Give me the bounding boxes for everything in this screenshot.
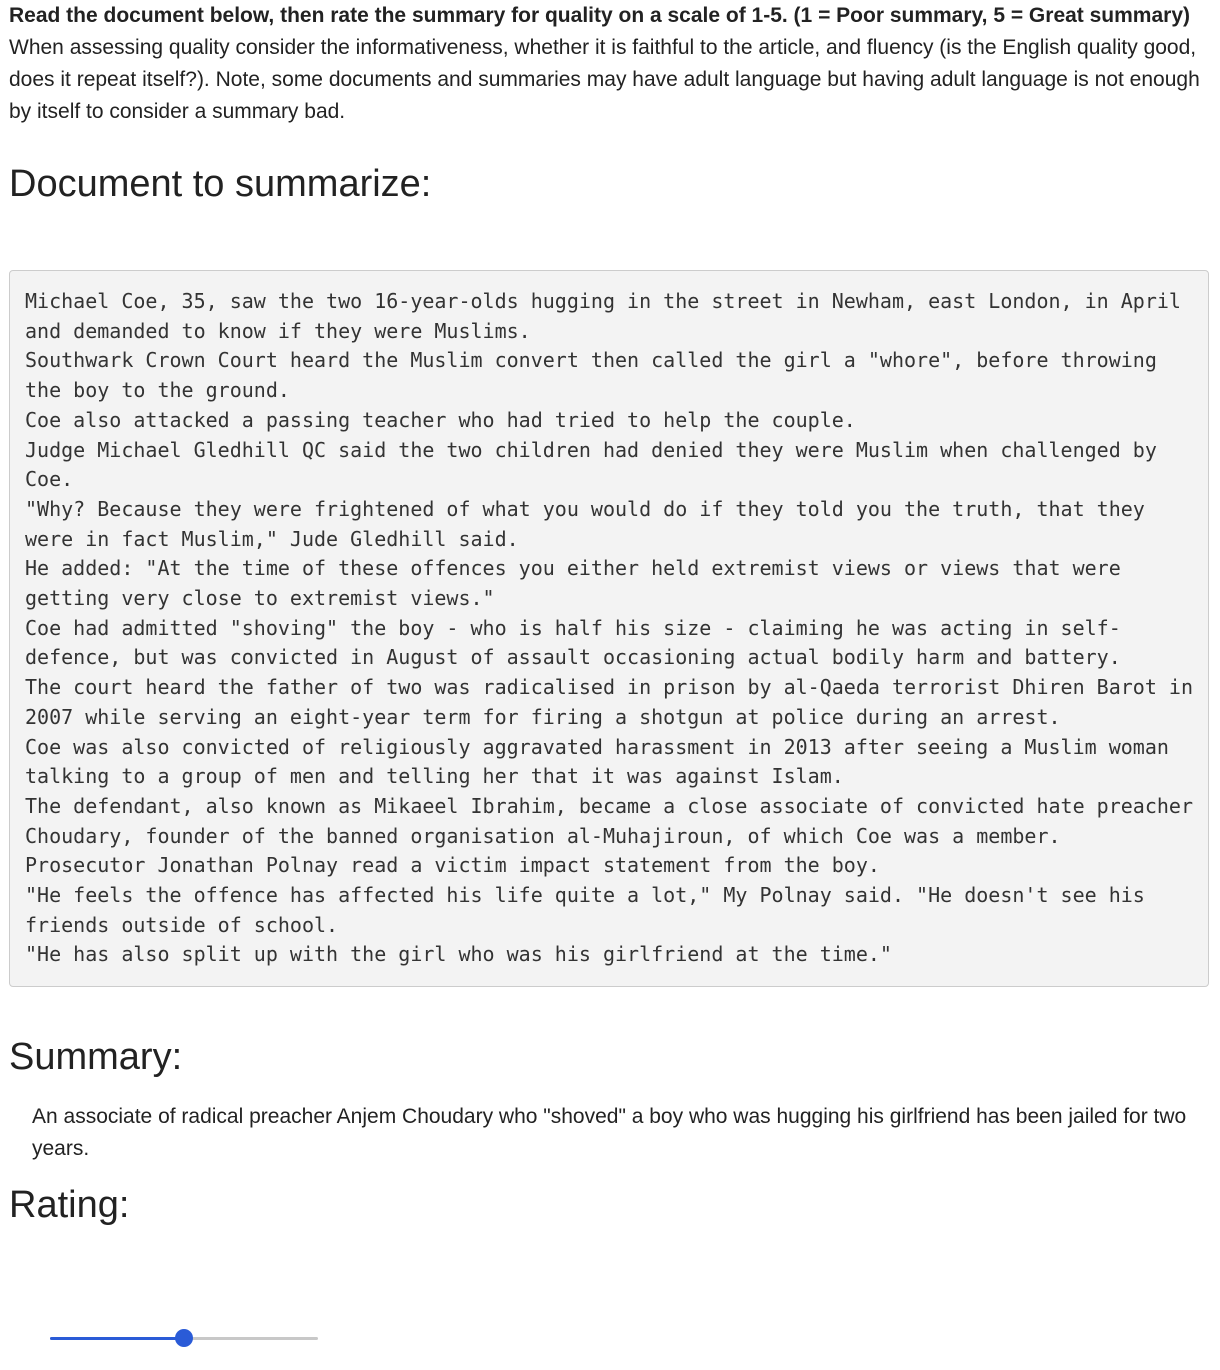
slider-thumb[interactable]	[175, 1329, 193, 1347]
instructions-title: Read the document below, then rate the summary for quality on a scale of 1-5. (1 = Poor summary, 5 = Great summary)	[9, 4, 1191, 27]
instructions	[9, 0, 1209, 128]
summary-text: An associate of radical preacher Anjem Choudary who "shoved" a boy who was hugging his girlfriend has been jailed for two years.	[32, 1105, 1187, 1161]
summary-heading: Summary:	[9, 1036, 183, 1079]
document-text: Michael Coe, 35, saw the two 16-year-olds hugging in the street in Newham, east London, in April and demanded to know if they were Muslims. Southwark Crown Court heard the Muslim convert then called the girl a "whore", before throwing the boy to the ground. Coe also attacked a passing teacher who had tried to help the couple. Judge Michael Gledhill QC said the two children had denied they were Muslim when challenged by Coe. "Why? Because they were frightened of what you would do if they told you the truth, that they were in fact Muslim," Jude Gledhill said. He added: "At the time of these offences you either held extremist views or views that were getting very close to extremist views." Coe had admitted "shoving" the boy - who is half his size - claiming he was acting in self-defence, but was convicted in August of assault occasioning actual bodily harm and battery. The court heard the father of two was radicalised in prison by al-Qaeda terrorist Dhiren Barot in 2007 while serving an eight-year term for firing a shotgun at police during an arrest. Coe was also convicted of religiously aggravated harassment in 2013 after seeing a Muslim woman talking to a group of men and telling her that it was against Islam. The defendant, also known as Mikaeel Ibrahim, became a close associate of convicted hate preacher Choudary, founder of the banned organisation al-Muhajiroun, of which Coe was a member. Prosecutor Jonathan Polnay read a victim impact statement from the boy. "He feels the offence has affected his life quite a lot," My Polnay said. "He doesn't see his friends outside of school. "He has also split up with the girl who was his girlfriend at the time."	[9, 270, 1209, 987]
page-container	[9, 0, 1209, 1227]
rating-slider[interactable]	[50, 1329, 318, 1349]
slider-fill	[50, 1337, 184, 1340]
instructions-body: When assessing quality consider the informativeness, whether it is faithful to the article, and fluency (is the English quality good, does it repeat itself?). Note, some documents and summaries may have adult language but having adult language is not enough by itself to consider a summary bad.	[9, 36, 1200, 123]
document-heading: Document to summarize:	[9, 163, 432, 205]
rating-heading: Rating:	[9, 1184, 130, 1227]
